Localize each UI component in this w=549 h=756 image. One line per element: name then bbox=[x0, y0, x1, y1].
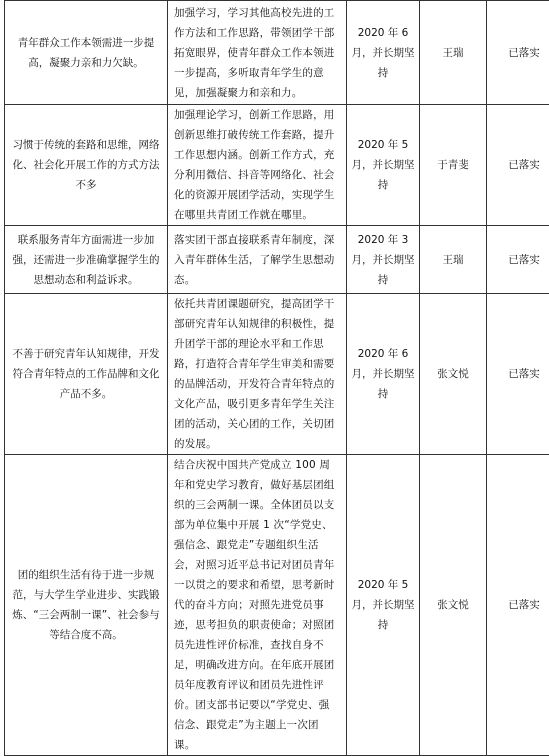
measure-cell bbox=[168, 294, 347, 455]
measure-text: 依托共青团课题研究，提高团学干部研究青年认知规律的积极性，提升团学干部的理论水平和工作思路，打造符合青年学生审美和需要的品牌活动，开发符合青年特点的文化产品，吸引更多青年学生关注团的活动，关心团的工作，关切团的发展。 bbox=[174, 294, 340, 454]
person-cell bbox=[420, 455, 487, 756]
table-row bbox=[5, 1, 549, 105]
deadline-text: 2020 年 6 月，并长期坚持 bbox=[347, 23, 419, 83]
status-text: 已落实 bbox=[487, 595, 549, 615]
status-cell bbox=[487, 455, 549, 756]
person-text: 王瑞 bbox=[420, 250, 486, 270]
person-cell bbox=[420, 294, 487, 455]
problem-text: 青年群众工作本领需进一步提高，凝聚力亲和力欠缺。 bbox=[11, 33, 161, 73]
status-text: 已落实 bbox=[487, 43, 549, 63]
person-cell bbox=[420, 226, 487, 294]
rectification-table bbox=[4, 0, 549, 756]
person-cell bbox=[420, 105, 487, 226]
status-cell bbox=[487, 226, 549, 294]
problem-text: 不善于研究青年认知规律，开发符合青年特点的工作品牌和文化产品不多。 bbox=[11, 344, 161, 404]
status-cell bbox=[487, 105, 549, 226]
measure-text: 落实团干部直接联系青年制度，深入青年群体生活，了解学生思想动态。 bbox=[174, 230, 340, 290]
measure-cell bbox=[168, 1, 347, 105]
deadline-text: 2020 年 3 月，并长期坚持 bbox=[347, 230, 419, 290]
person-text: 张文悦 bbox=[420, 364, 486, 384]
deadline-cell bbox=[347, 105, 420, 226]
measure-text: 结合庆祝中国共产党成立 100 周年和党史学习教育，做好基层团组织的三会两制一课。全体团员以支部为单位集中开展 1 次“学党史、强信念、跟党走”专题组织生活会，对照习近平总书记对团员青年一以贯之的要求和希望，思考新时代的奋斗方向；对照先进党员事迹，思考担负的职责使命；对照团员先进性评价标准，查找自身不足，明确改进方向。在年底开展团员年度教育评议和团员先进性评价。团支部书记要以“学党史、强信念、跟党走”为主题上一次团课。 bbox=[174, 455, 340, 755]
status-cell bbox=[487, 294, 549, 455]
deadline-cell bbox=[347, 226, 420, 294]
table-row bbox=[5, 455, 549, 756]
problem-cell bbox=[5, 226, 168, 294]
deadline-text: 2020 年 5 月，并长期坚持 bbox=[347, 135, 419, 195]
problem-cell bbox=[5, 1, 168, 105]
problem-text: 联系服务青年方面需进一步加强，还需进一步准确掌握学生的思想动态和利益诉求。 bbox=[11, 230, 161, 290]
status-text: 已落实 bbox=[487, 250, 549, 270]
table-row bbox=[5, 105, 549, 226]
table-row bbox=[5, 226, 549, 294]
problem-text: 团的组织生活有待于进一步规范，与大学生学业进步、实践锻炼、“三会两制一课”、社会参与等结合度不高。 bbox=[11, 565, 161, 645]
problem-cell bbox=[5, 105, 168, 226]
measure-cell bbox=[168, 226, 347, 294]
person-cell bbox=[420, 1, 487, 105]
deadline-cell bbox=[347, 1, 420, 105]
person-text: 王瑞 bbox=[420, 43, 486, 63]
table-row bbox=[5, 294, 549, 455]
status-cell bbox=[487, 1, 549, 105]
measure-text: 加强学习，学习其他高校先进的工作方法和工作思路，带领团学干部拓宽眼界，使青年群众工作本领进一步提高，多听取青年学生的意见，加强凝聚力和亲和力。 bbox=[174, 3, 340, 103]
deadline-cell bbox=[347, 455, 420, 756]
deadline-text: 2020 年 5 月，并长期坚持 bbox=[347, 575, 419, 635]
measure-cell bbox=[168, 455, 347, 756]
measure-text: 加强理论学习，创新工作思路，用创新思维打破传统工作套路，提升工作思想内涵。创新工作方式，充分利用微信、抖音等网络化、社会化的资源开展团学活动，实现学生在哪里共青团工作就在哪里。 bbox=[174, 105, 340, 225]
problem-cell bbox=[5, 294, 168, 455]
problem-text: 习惯于传统的套路和思维，网络化、社会化开展工作的方式方法不多 bbox=[11, 135, 161, 195]
person-text: 张文悦 bbox=[420, 595, 486, 615]
problem-cell bbox=[5, 455, 168, 756]
deadline-cell bbox=[347, 294, 420, 455]
person-text: 于青斐 bbox=[420, 155, 486, 175]
status-text: 已落实 bbox=[487, 155, 549, 175]
deadline-text: 2020 年 6 月，并长期坚持 bbox=[347, 344, 419, 404]
measure-cell bbox=[168, 105, 347, 226]
status-text: 已落实 bbox=[487, 364, 549, 384]
